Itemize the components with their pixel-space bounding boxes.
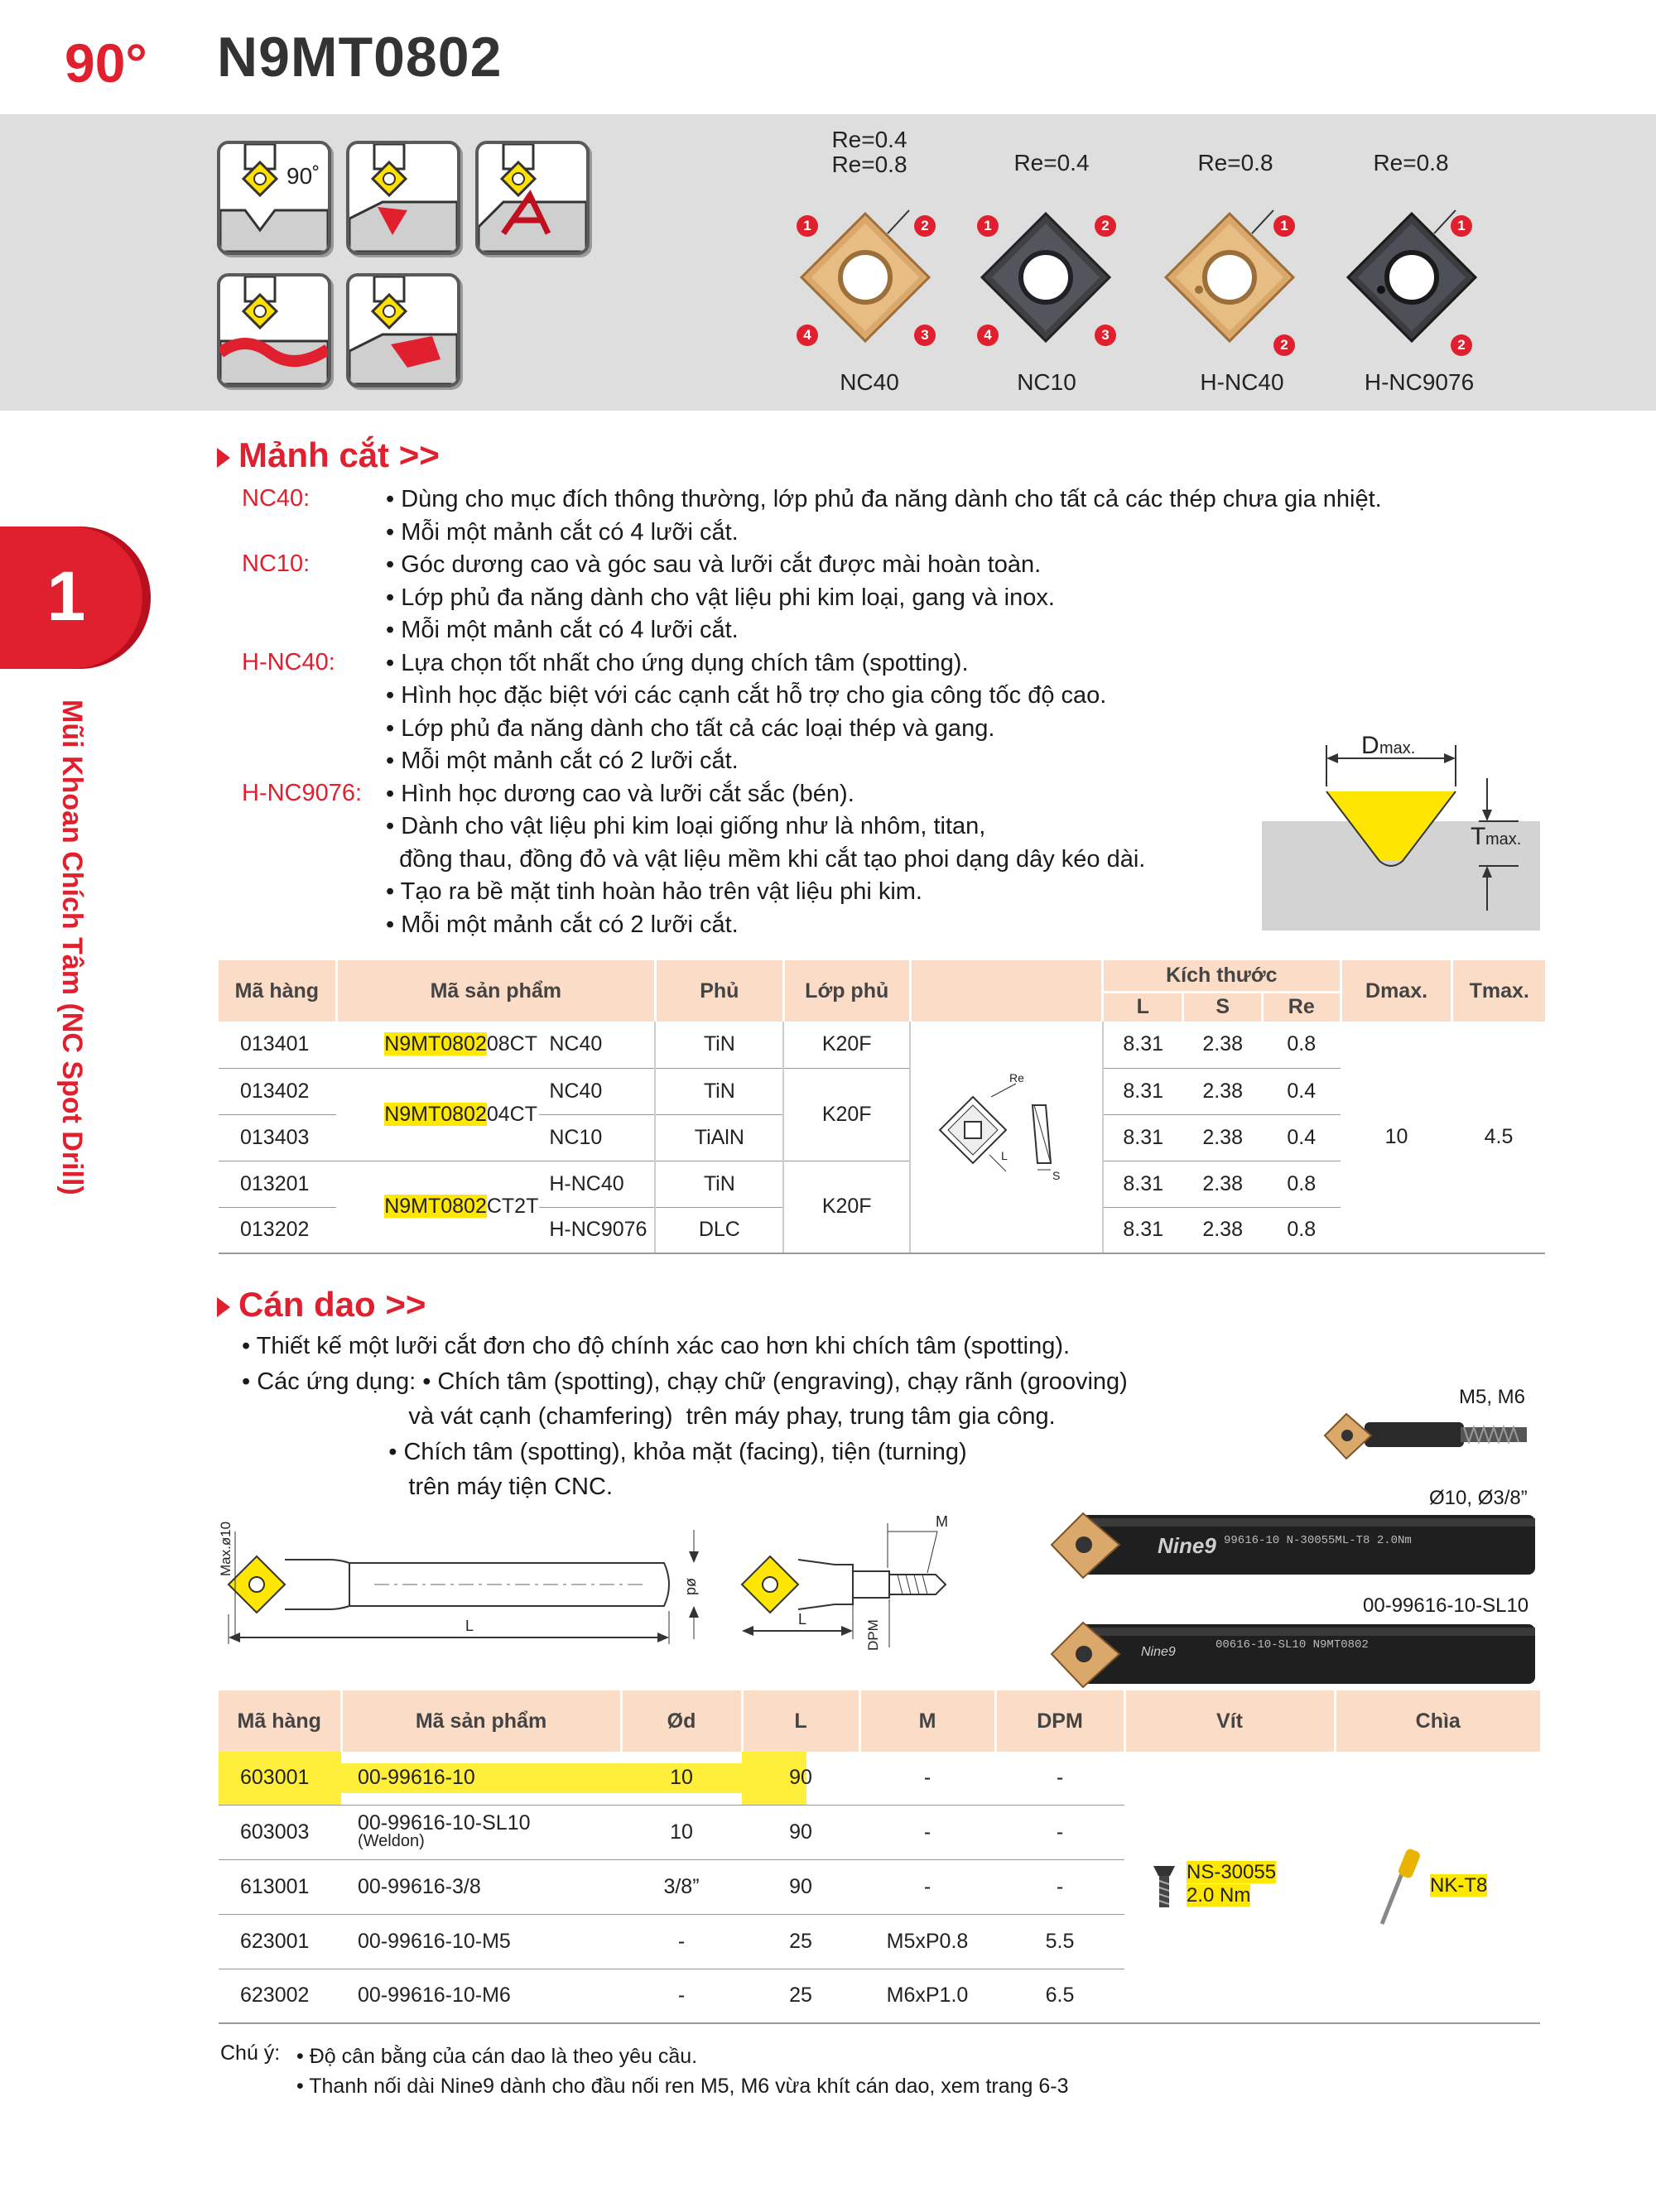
row-grade: K20F <box>783 1022 910 1068</box>
col-sketch <box>910 960 1102 1022</box>
edge-2-badge: 2 <box>914 215 936 237</box>
dmax-label: D <box>1361 732 1379 759</box>
row-s: 2.38 <box>1183 1022 1262 1068</box>
row-code: 013403 <box>219 1114 336 1161</box>
row-od: - <box>621 1914 742 1969</box>
row-product <box>336 1068 539 1161</box>
col-tmax: Tmax. <box>1452 960 1545 1022</box>
re-line-1: Re=0.4 <box>831 127 907 152</box>
spotting-90-icon <box>217 141 331 255</box>
sketch-s-label: S <box>1052 1169 1061 1182</box>
row-code <box>219 1752 341 1805</box>
notes-label: Chú ý: <box>220 2041 281 2065</box>
row-re: 0.8 <box>1262 1161 1341 1207</box>
row-dpm: - <box>995 1752 1124 1805</box>
holder-line: • Thiết kế một lưỡi cắt đơn cho độ chính xác cao hơn khi chích tâm (spotting). <box>242 1333 1071 1359</box>
insert-spec-table <box>219 960 1545 1254</box>
insert-sketch-cell <box>910 1022 1102 1253</box>
sketch-l-label: L <box>1001 1149 1009 1162</box>
col-key: Chìa <box>1335 1690 1540 1752</box>
edge-4-badge: 4 <box>797 325 818 346</box>
row-product <box>336 1161 539 1253</box>
desc-line: đồng thau, đồng đỏ và vật liệu mềm khi cắt tạo phoi dạng dây kéo dài. <box>386 845 1146 873</box>
product-name: 00-99616-10-SL10 <box>358 1811 531 1835</box>
caption-m5m6: M5, M6 <box>1459 1386 1526 1408</box>
row-code: 613001 <box>219 1859 341 1914</box>
note-line: • Thanh nối dài Nine9 dành cho đầu nối ren M5, M6 vừa khít cán dao, xem trang 6-3 <box>296 2075 1069 2098</box>
insert-nc10-label: NC10 <box>1017 369 1076 395</box>
key-text <box>1430 1874 1487 1897</box>
edge-2-badge: 2 <box>1451 334 1472 356</box>
desc-line: • Mỗi một mảnh cắt có 4 lưỡi cắt. <box>386 617 739 643</box>
code-text: 603001 <box>240 1766 310 1790</box>
insert-nc40-re <box>795 127 944 177</box>
drawing-maxd-label: Max.ø10 <box>218 1521 233 1576</box>
key-spec <box>1336 1846 1539 1929</box>
col-grade: Lớp phủ <box>783 960 910 1022</box>
col-re: Re <box>1262 992 1341 1022</box>
holder-section-label: Cán dao <box>238 1285 376 1324</box>
edge-1-badge: 1 <box>977 215 999 237</box>
row-re: 0.8 <box>1262 1207 1341 1253</box>
row-product: 00-99616-10-M5 <box>341 1914 621 1969</box>
facing-icon <box>346 273 460 387</box>
col-s: S <box>1183 992 1262 1022</box>
product-sub: (Weldon) <box>358 1832 425 1850</box>
key-cell <box>1335 1752 1540 2023</box>
row-l: 25 <box>742 1914 859 1969</box>
holder-line: và vát cạnh (chamfering) trên máy phay, trung tâm gia công. <box>242 1403 1056 1430</box>
desc-line: • Dùng cho mục đích thông thường, lớp phủ đa năng dành cho tất cả các thép chưa gia nhiệt. <box>386 486 1382 512</box>
chapter-title: Mũi Khoan Chích Tâm (NC Spot Drill) <box>56 700 88 1195</box>
row-m: - <box>859 1752 995 1805</box>
edge-3-badge: 3 <box>1095 325 1116 346</box>
grade-label-hnc9076: H-NC9076: <box>242 780 363 806</box>
desc-line: • Lớp phủ đa năng dành cho tất cả các loại thép và gang. <box>386 714 995 742</box>
d10-holder-photo <box>1050 1505 1538 1588</box>
insert-section-title <box>217 435 440 475</box>
desc-line: • Mỗi một mảnh cắt có 4 lưỡi cắt. <box>386 518 739 546</box>
row-dpm: 5.5 <box>995 1914 1124 1969</box>
row-l: 90 <box>742 1752 859 1805</box>
row-coating: TiN <box>655 1022 783 1068</box>
key-name: NK-T8 <box>1430 1873 1488 1897</box>
desc-line: • Tạo ra bề mặt tinh hoàn hảo trên vật liệu phi kim. <box>386 878 922 905</box>
holder-spec-table <box>219 1690 1540 2024</box>
row-od: - <box>621 1969 742 2023</box>
grade-label-nc10: NC10: <box>242 551 310 577</box>
drawing-l2-label: L <box>798 1611 807 1628</box>
edge-2-badge: 2 <box>1095 215 1116 237</box>
row-grade: K20F <box>783 1068 910 1161</box>
tmax-value: 4.5 <box>1452 1022 1545 1253</box>
desc-line: • Lựa chọn tốt nhất cho ứng dụng chích tâm (spotting). <box>386 649 969 676</box>
row-re: 0.4 <box>1262 1068 1341 1114</box>
row-dpm: 6.5 <box>995 1969 1124 2023</box>
dmax-sub: max. <box>1379 739 1416 757</box>
note-line: • Độ cân bằng của cán dao là theo yêu cầu. <box>296 2045 698 2068</box>
section-chevron: >> <box>385 1285 426 1324</box>
desc-line: • Hình học dương cao và lưỡi cắt sắc (bén). <box>386 780 854 807</box>
row-l: 90 <box>742 1859 859 1914</box>
product-suffix: 08CT <box>486 1032 537 1056</box>
model-title: N9MT0802 <box>217 26 503 89</box>
col-code: Mã hàng <box>219 1690 341 1752</box>
row-code: 013401 <box>219 1022 336 1068</box>
row-code: 013201 <box>219 1161 336 1207</box>
insert-hnc40-label: H-NC40 <box>1200 369 1284 395</box>
drawing-dpm-label: DPM <box>865 1619 881 1651</box>
holder-line: trên máy tiện CNC. <box>242 1474 613 1500</box>
col-product: Mã sản phẩm <box>341 1690 621 1752</box>
row-l: 90 <box>742 1805 859 1859</box>
brand-logo: Nine9 <box>1141 1645 1176 1659</box>
holder-section-title <box>217 1285 426 1325</box>
insert-nc40-label: NC40 <box>840 369 899 395</box>
row-coating: TiN <box>655 1068 783 1114</box>
row-code: 013202 <box>219 1207 336 1253</box>
holder-technical-drawing <box>217 1505 705 1654</box>
row-product: 00-99616-3/8 <box>341 1859 621 1914</box>
caption-sl10: 00-99616-10-SL10 <box>1363 1594 1529 1617</box>
row-m: M6xP1.0 <box>859 1969 995 2023</box>
row-grade-name: NC10 <box>539 1114 655 1161</box>
section-chevron: >> <box>398 435 440 474</box>
screw-spec <box>1125 1846 1334 1929</box>
chapter-number: 1 <box>46 557 86 635</box>
grade-desc-nc40 <box>386 483 1382 941</box>
holder-description <box>242 1329 1128 1505</box>
row-coating: TiN <box>655 1161 783 1207</box>
drawing-m-label: M <box>936 1513 948 1530</box>
sketch-re-label: Re <box>1009 1072 1025 1084</box>
row-dpm: - <box>995 1805 1124 1859</box>
section-arrow-icon <box>217 448 230 468</box>
desc-line: • Dành cho vật liệu phi kim loại giống như là nhôm, titan, <box>386 813 986 839</box>
engraving-text: 99616-10 N-30055ML-T8 2.0Nm <box>1224 1534 1412 1547</box>
m-holder-technical-drawing <box>729 1507 977 1656</box>
screw-name: NS-30055 <box>1187 1860 1277 1883</box>
desc-line: • Mỗi một mảnh cắt có 2 lưỡi cắt. <box>386 748 739 774</box>
col-l: L <box>1103 992 1183 1022</box>
row-product <box>336 1022 539 1068</box>
brand-logo: Nine9 <box>1158 1533 1216 1558</box>
table-row <box>219 1022 1545 1068</box>
row-m: - <box>859 1859 995 1914</box>
row-s: 2.38 <box>1183 1068 1262 1114</box>
row-coating: TiAlN <box>655 1114 783 1161</box>
col-product: Mã sản phẩm <box>336 960 655 1022</box>
holder-line: • Các ứng dụng: • Chích tâm (spotting), chạy chữ (engraving), chạy rãnh (grooving) <box>242 1368 1128 1395</box>
drawing-l-label: L <box>465 1618 474 1634</box>
row-l: 25 <box>742 1969 859 2023</box>
grade-label-hnc40: H-NC40: <box>242 649 335 676</box>
spot-depth-diagram <box>1262 729 1543 932</box>
edge-1-badge: 1 <box>797 215 818 237</box>
row-code: 603003 <box>219 1805 341 1859</box>
row-l: 8.31 <box>1103 1161 1183 1207</box>
row-re: 0.4 <box>1262 1114 1341 1161</box>
col-dpm: DPM <box>995 1690 1124 1752</box>
caption-d10: Ø10, Ø3/8” <box>1429 1487 1528 1509</box>
insert-nc10-re: Re=0.4 <box>1013 150 1090 176</box>
notes <box>296 2041 1069 2101</box>
row-product: 00-99616-10 <box>341 1752 621 1805</box>
row-code: 623001 <box>219 1914 341 1969</box>
grooving-icon <box>217 273 331 387</box>
row-od: 10 <box>621 1752 742 1805</box>
dmax-value: 10 <box>1341 1022 1452 1253</box>
desc-line: • Lớp phủ đa năng dành cho vật liệu phi kim loại, gang và inox. <box>386 584 1055 611</box>
row-grade-name: H-NC40 <box>539 1161 655 1207</box>
col-screw: Vít <box>1124 1690 1335 1752</box>
row-od: 3/8” <box>621 1859 742 1914</box>
row-code: 013402 <box>219 1068 336 1114</box>
re-line-2: Re=0.8 <box>831 151 907 177</box>
edge-4-badge: 4 <box>977 325 999 346</box>
col-od: Ød <box>621 1690 742 1752</box>
insert-dimension-sketch <box>923 1072 1089 1196</box>
screw-torque: 2.0 Nm <box>1187 1883 1251 1907</box>
screw-icon <box>1152 1863 1177 1909</box>
row-product <box>341 1805 621 1859</box>
product-suffix: 04CT <box>486 1102 537 1126</box>
insert-hnc9076-re: Re=0.8 <box>1373 150 1449 176</box>
col-coating: Phủ <box>655 960 783 1022</box>
chamfering-icon <box>346 141 460 255</box>
row-grade: K20F <box>783 1161 910 1253</box>
row-grade-name: NC40 <box>539 1022 655 1068</box>
product-suffix: CT2T <box>486 1195 539 1219</box>
section-arrow-icon <box>217 1297 230 1317</box>
edge-2-badge: 2 <box>1273 334 1295 356</box>
sl10-holder-photo <box>1050 1614 1538 1697</box>
product-prefix: N9MT0802 <box>384 1195 487 1219</box>
row-m: M5xP0.8 <box>859 1914 995 1969</box>
row-grade-name: NC40 <box>539 1068 655 1114</box>
col-l: L <box>742 1690 859 1752</box>
row-dpm: - <box>995 1859 1124 1914</box>
angle-title: 90° <box>65 32 147 94</box>
row-grade-name: H-NC9076 <box>539 1207 655 1253</box>
m5m6-holder-photo <box>1323 1407 1538 1465</box>
desc-line: • Hình học đặc biệt với các cạnh cắt hỗ trợ cho gia công tốc độ cao. <box>386 682 1107 709</box>
edge-1-badge: 1 <box>1273 215 1295 237</box>
tmax-sub: max. <box>1485 830 1522 849</box>
row-s: 2.38 <box>1183 1114 1262 1161</box>
product-prefix: N9MT0802 <box>384 1032 487 1056</box>
col-code: Mã hàng <box>219 960 336 1022</box>
spotting-angle-label: 90˚ <box>286 163 320 189</box>
row-l: 8.31 <box>1103 1068 1183 1114</box>
row-l: 8.31 <box>1103 1207 1183 1253</box>
product-prefix: N9MT0802 <box>384 1102 487 1126</box>
insert-section-label: Mảnh cắt <box>238 435 390 474</box>
insert-hnc40-re: Re=0.8 <box>1197 150 1273 176</box>
engraving-text: 00616-10-SL10 N9MT0802 <box>1216 1638 1369 1652</box>
drawing-od-label: ød <box>684 1578 700 1596</box>
col-m: M <box>859 1690 995 1752</box>
desc-line: • Mỗi một mảnh cắt có 2 lưỡi cắt. <box>386 911 739 938</box>
holder-line: • Chích tâm (spotting), khỏa mặt (facing), tiện (turning) <box>242 1438 967 1465</box>
edge-3-badge: 3 <box>914 325 936 346</box>
desc-line: • Góc dương cao và góc sau và lưỡi cắt được mài hoàn toàn. <box>386 551 1042 578</box>
tmax-label: T <box>1471 823 1486 850</box>
row-s: 2.38 <box>1183 1161 1262 1207</box>
row-m: - <box>859 1805 995 1859</box>
row-od: 10 <box>621 1805 742 1859</box>
row-s: 2.38 <box>1183 1207 1262 1253</box>
torx-key-icon <box>1377 1848 1427 1927</box>
screw-text <box>1187 1861 1276 1907</box>
row-coating: DLC <box>655 1207 783 1253</box>
row-product: 00-99616-10-M6 <box>341 1969 621 2023</box>
row-l: 8.31 <box>1103 1022 1183 1068</box>
col-dims: Kích thước <box>1103 960 1341 992</box>
insert-hnc9076-label: H-NC9076 <box>1364 369 1475 395</box>
grade-label-nc40: NC40: <box>242 485 310 512</box>
table-row <box>219 1752 1540 1805</box>
row-code: 623002 <box>219 1969 341 2023</box>
engraving-icon <box>475 141 590 255</box>
row-l: 8.31 <box>1103 1114 1183 1161</box>
edge-1-badge: 1 <box>1451 215 1472 237</box>
row-re: 0.8 <box>1262 1022 1341 1068</box>
chapter-title-vertical <box>48 700 98 1279</box>
col-dmax: Dmax. <box>1341 960 1452 1022</box>
screw-cell <box>1124 1752 1335 2023</box>
